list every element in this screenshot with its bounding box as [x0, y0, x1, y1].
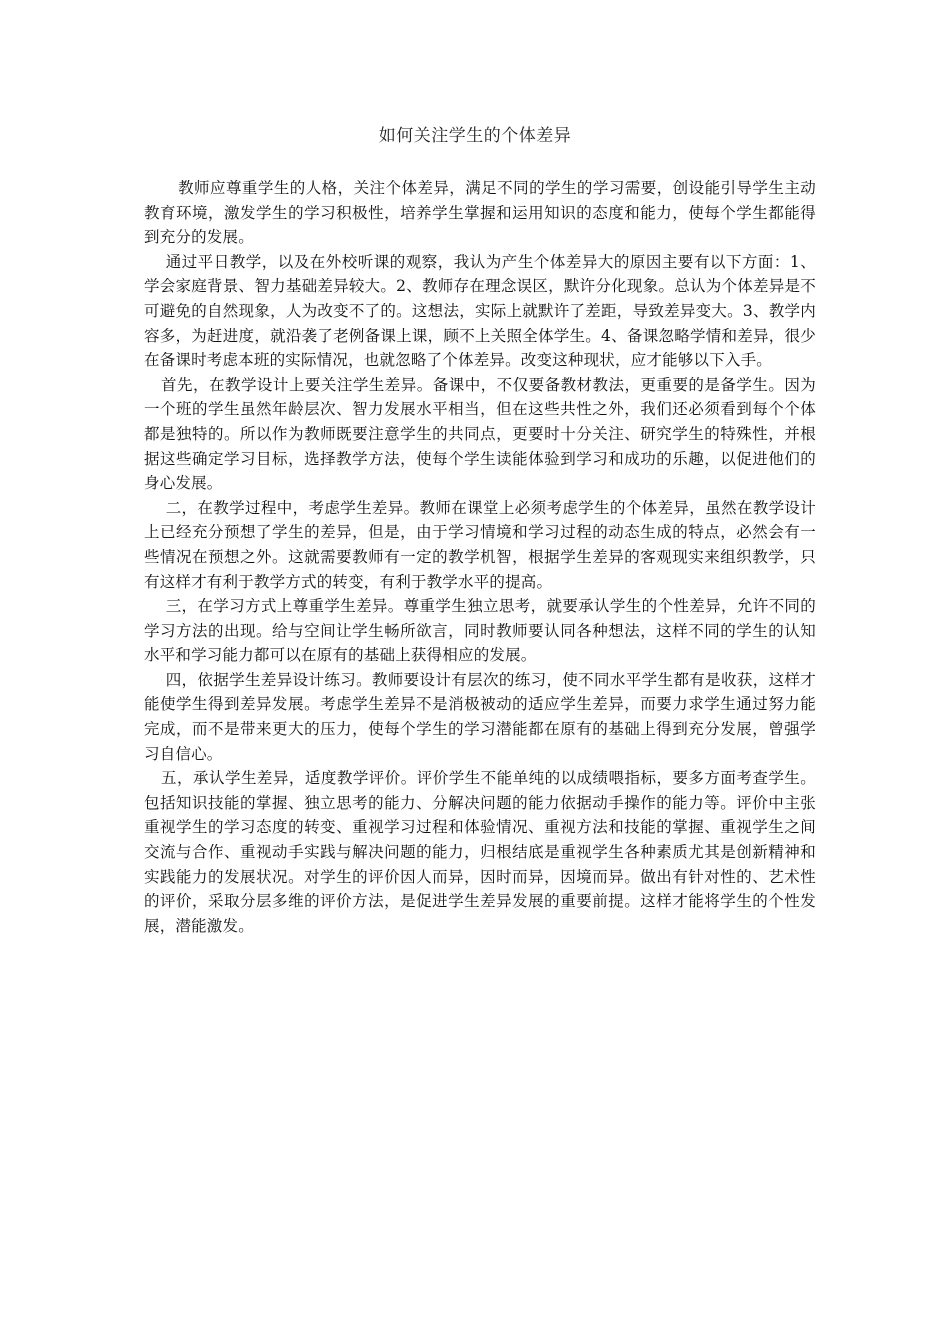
- paragraph-second: 二，在教学过程中，考虑学生差异。教师在课堂上必须考虑学生的个体差异，虽然在教学设计上已经充分预想了学生的差异，但是，由于学习情境和学习过程的动态生成的特点，必然会有一些情况在预想之外。这就需要教师有一定的教学机智，根据学生差异的客观现实来组织教学，只有这样才有利于教学方式的转变，有利于教学水平的提高。: [144, 498, 816, 591]
- paragraph-first: 首先，在教学设计上要关注学生差异。备课中，不仅要备教材教法，更重要的是备学生。因为一个班的学生虽然年龄层次、智力发展水平相当，但在这些共性之外，我们还必须看到每个个体都是独特的。所以作为教师既要注意学生的共同点，更要时十分关注、研究学生的特殊性，并根据这些确定学习目标，选择教学方法，使每个学生读能体验到学习和成功的乐趣，以促进他们的身心发展。: [144, 375, 816, 493]
- document-body: [144, 176, 816, 938]
- paragraph-fourth: 四，依据学生差异设计练习。教师要设计有层次的练习，使不同水平学生都有是收获，这样才能使学生得到差异发展。考虑学生差异不是消极被动的适应学生差异，而要力求学生通过努力能完成，而不是带来更大的压力，使每个学生的学习潜能都在原有的基础上得到充分发展，曾强学习自信心。: [144, 670, 816, 763]
- document-title: 如何关注学生的个体差异: [378, 126, 572, 146]
- paragraph-third: 三，在学习方式上尊重学生差异。尊重学生独立思考，就要承认学生的个性差异，允许不同的学习方法的出现。给与空间让学生畅所欲言，同时教师要认同各种想法，这样不同的学生的认知水平和学习能力都可以在原有的基础上获得相应的发展。: [144, 597, 816, 665]
- paragraph-causes: 通过平日教学，以及在外校听课的观察，我认为产生个体差异大的原因主要有以下方面：1、学会家庭背景、智力基础差异较大。2、教师存在理念误区，默许分化现象。总认为个体差异是不可避免的自然现象，人为改变不了的。这想法，实际上就默许了差距，导致差异变大。3、教学内容多，为赶进度，就沿袭了老例备课上课，顾不上关照全体学生。4、备课忽略学情和差异，很少在备课时考虑本班的实际情况，也就忽略了个体差异。改变这种现状，应才能够以下入手。: [144, 252, 816, 370]
- paragraph-fifth: 五，承认学生差异，适度教学评价。评价学生不能单纯的以成绩喂指标，要多方面考查学生。包括知识技能的掌握、独立思考的能力、分解决问题的能力依据动手操作的能力等。评价中主张重视学生的学习态度的转变、重视学习过程和体验情况、重视方法和技能的掌握、重视学生之间交流与合作、重视动手实践与解决问题的能力，归根结底是重视学生各种素质尤其是创新精神和实践能力的发展状况。对学生的评价因人而异，因时而异，因境而异。做出有针对性的、艺术性的评价，采取分层多维的评价方法，是促进学生差异发展的重要前提。这样才能将学生的个性发展，潜能激发。: [144, 769, 816, 935]
- paragraph-intro: 教师应尊重学生的人格，关注个体差异，满足不同的学生的学习需要，创设能引导学生主动教育环境，激发学生的学习积极性，培养学生掌握和运用知识的态度和能力，使每个学生都能得到充分的发展。: [144, 179, 816, 247]
